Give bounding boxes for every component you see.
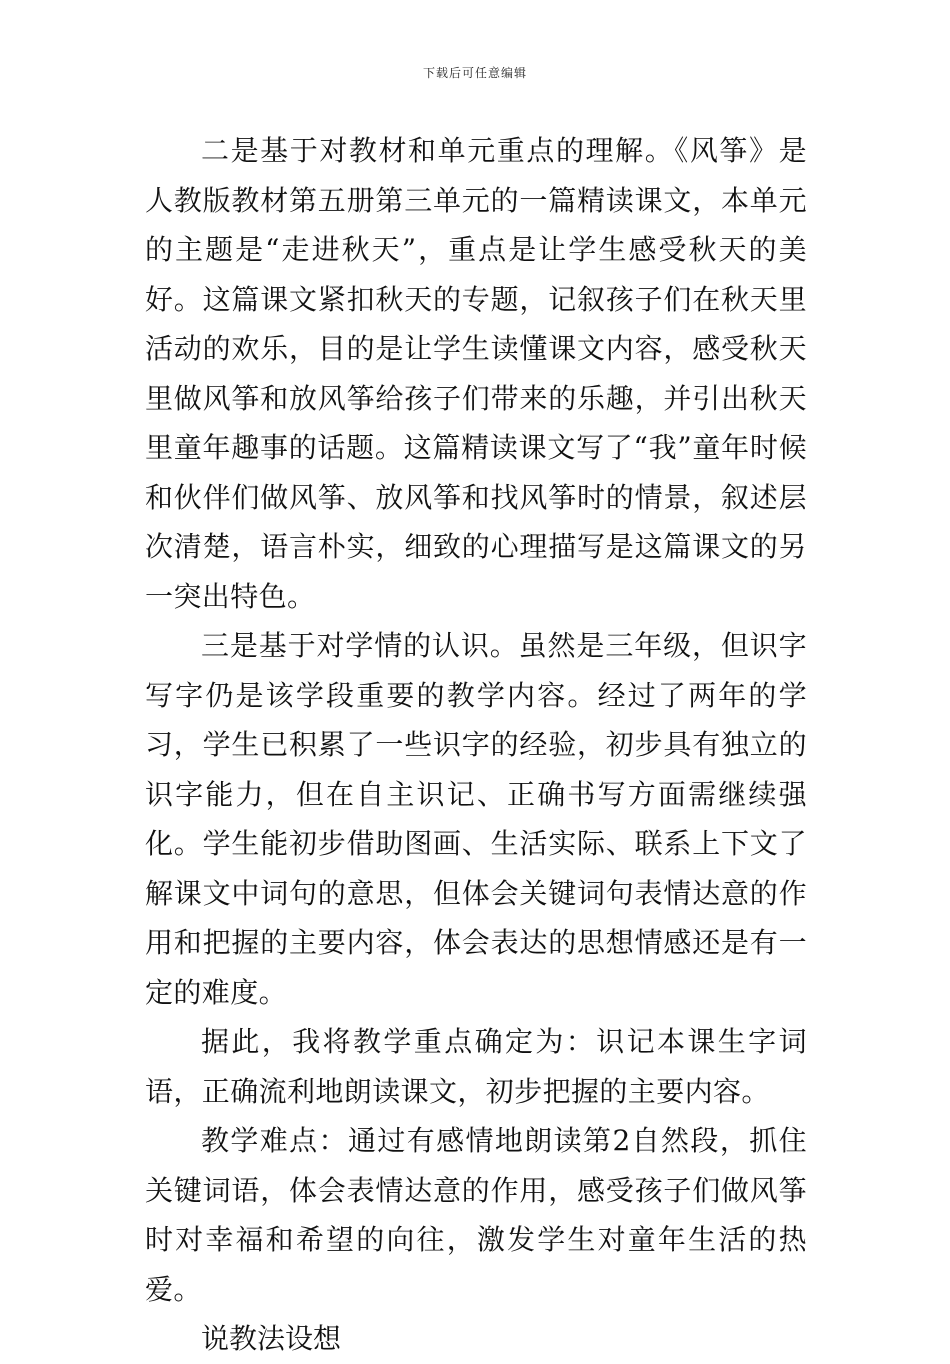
paragraph-teaching-focus: 据此，我将教学重点确定为：识记本课生字词语，正确流利地朗读课文，初步把握的主要内容。 (145, 1025, 807, 1108)
paragraph-student-analysis: 三是基于对学情的认识。虽然是三年级，但识字写字仍是该学段重要的教学内容。经过了两年的学习，学生已积累了一些识字的经验，初步具有独立的识字能力，但在自主识记、正确书写方面需继续强化。学生能初步借助图画、生活实际、联系上下文了解课文中词句的意思，但体会关键词句表情达意的作用和把握的主要内容，体会表达的思想情感还是有一定的难度。 (145, 629, 807, 1009)
section-heading: 说教法设想 (201, 1322, 342, 1355)
paragraph-textbook-understanding: 二是基于对教材和单元重点的理解。《风筝》是人教版教材第五册第三单元的一篇精读课文，本单元的主题是“走进秋天”，重点是让学生感受秋天的美好。这篇课文紧扣秋天的专题，记叙孩子们在秋天里活动的欢乐，目的是让学生读懂课文内容，感受秋天里做风筝和放风筝给孩子们带来的乐趣，并引出秋天里童年趣事的话题。这篇精读课文写了“我”童年时候和伙伴们做风筝、放风筝和找风筝时的情景，叙述层次清楚，语言朴实，细致的心理描写是这篇课文的另一突出特色。 (145, 134, 807, 613)
header-note: 下载后可任意编辑 (422, 66, 527, 80)
document-body (145, 126, 807, 1364)
paragraph-teaching-difficulty: 教学难点：通过有感情地朗读第2自然段，抓住关键词语，体会表情达意的作用，感受孩子们做风筝时对幸福和希望的向往，激发学生对童年生活的热爱。 (145, 1124, 807, 1306)
